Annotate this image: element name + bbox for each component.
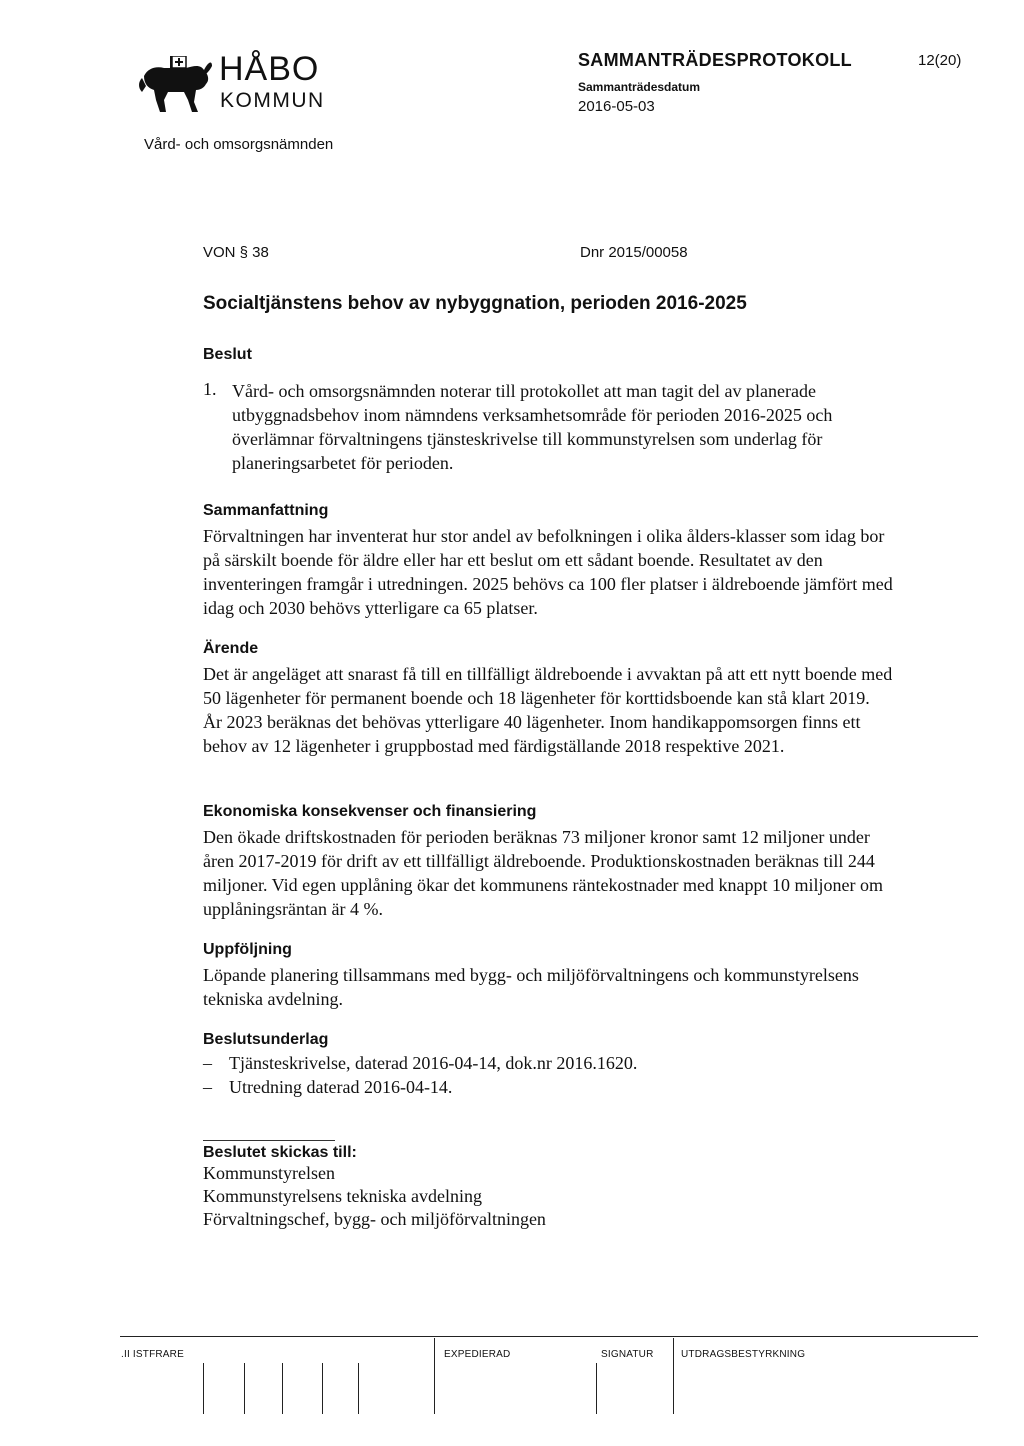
signature-box-divider <box>596 1363 597 1414</box>
footer-label-expedierad: EXPEDIERAD <box>444 1349 511 1360</box>
signature-box-divider <box>203 1363 204 1414</box>
list-item: – Tjänsteskrivelse, daterad 2016-04-14, dok.nr 2016.1620. <box>203 1053 638 1073</box>
section-heading-uppfoljning: Uppföljning <box>203 941 292 958</box>
paragraph-reference: VON § 38 <box>203 244 269 261</box>
signature-box-divider <box>673 1338 674 1414</box>
signature-box-divider <box>358 1363 359 1414</box>
document-title: Socialtjänstens behov av nybyggnation, perioden 2016-2025 <box>203 293 747 314</box>
logo-name: HÅBO <box>219 50 320 88</box>
protocol-title: SAMMANTRÄDESPROTOKOLL <box>578 50 852 70</box>
summary-text: Förvaltningen har inventerat hur stor andel av befolkningen i olika ålders-klasser som idag bor på särskilt boende för äldre eller har ett beslut om ett sådant boende. Resultatet av den inventeringen framgår i utredningen. 2025 behövs ca 100 fler platser i äldreboende jämfört med idag och 2030 behövs ytterligare ca 65 platser. <box>203 526 893 618</box>
list-item: – Utredning daterad 2016-04-14. <box>203 1077 453 1097</box>
habo-goat-logo-icon <box>138 56 214 114</box>
footer-label-justerare: .II ISTFRARE <box>121 1349 184 1360</box>
followup-text: Löpande planering tillsammans med bygg- och miljöförvaltningens och kommunstyrelsens tekniska avdelning. <box>203 965 859 1009</box>
signature-box-divider <box>322 1363 323 1414</box>
economy-text: Den ökade driftskostnaden för perioden beräknas 73 miljoner kronor samt 12 miljoner under åren 2017-2019 för drift av ett tillfälligt äldreboende. Produktionskostnaden beräknas till 244 miljoner. Vid egen upplåning ökar det kommunens räntekostnader med knappt 10 miljoner om upplåningsräntan är 4 %. <box>203 827 883 919</box>
recipient-item: Kommunstyrelsen <box>203 1163 335 1183</box>
department-name: Vård- och omsorgsnämnden <box>144 136 334 153</box>
recipient-item: Förvaltningschef, bygg- och miljöförvaltningen <box>203 1209 546 1229</box>
section-heading-sammanfattning: Sammanfattning <box>203 502 329 519</box>
meeting-date-label: Sammanträdesdatum <box>578 80 701 94</box>
section-heading-beslut: Beslut <box>203 346 252 363</box>
recipient-item: Kommunstyrelsens tekniska avdelning <box>203 1186 482 1206</box>
logo-subtitle: KOMMUN <box>220 89 325 112</box>
section-heading-ekonomi: Ekonomiska konsekvenser och finansiering <box>203 803 537 820</box>
footer-rule <box>120 1336 978 1337</box>
divider <box>203 1140 335 1141</box>
matter-text: Det är angeläget att snarast få till en tillfälligt äldreboende i avvaktan på att ett nytt boende med 50 lägenheter för permanent boende och 18 lägenheter för korttidsboende kan stå klart 2019. År 2023 beräknas det behövas ytterligare 40 lägenheter. Inom handikappomsorgen finns ett behov av 12 lägenheter i gruppbostad med färdigställande 2018 respektive 2021. <box>203 664 893 756</box>
footer-label-signatur: SIGNATUR <box>601 1349 654 1360</box>
meeting-date: 2016-05-03 <box>578 98 655 115</box>
decision-number: 1. <box>203 379 217 399</box>
footer-label-utdragsbestyrkning: UTDRAGSBESTYRKNING <box>681 1349 806 1360</box>
section-heading-beslutsunderlag: Beslutsunderlag <box>203 1031 329 1048</box>
signature-box-divider <box>282 1363 283 1414</box>
signature-box-divider <box>434 1338 435 1414</box>
page-number: 12(20) <box>918 52 962 69</box>
decision-text: Vård- och omsorgsnämnden noterar till protokollet att man tagit del av planerade utbyggnadsbehov inom nämndens verksamhetsområde för perioden 2016-2025 och överlämnar förvaltningens tjänsteskrivelse till kommunstyrelsen som underlag för planeringsarbetet för perioden. <box>232 381 833 473</box>
diary-number: Dnr 2015/00058 <box>580 244 688 261</box>
section-heading-recipients: Beslutet skickas till: <box>203 1144 357 1161</box>
signature-box-divider <box>244 1363 245 1414</box>
section-heading-arende: Ärende <box>203 640 259 657</box>
